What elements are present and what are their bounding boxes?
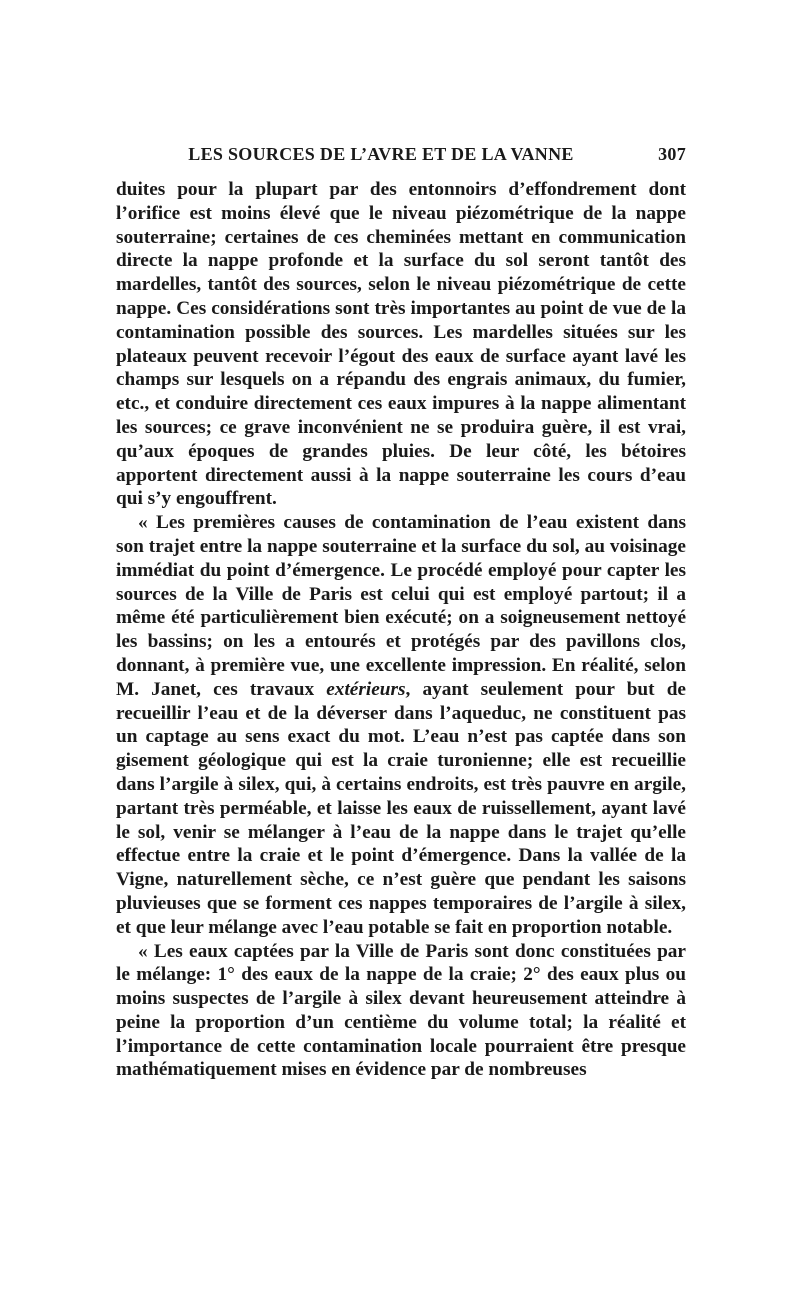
running-header xyxy=(116,144,686,170)
paragraph-3-text: « Les eaux captées par la Ville de Paris sont donc constituées par le mélange: 1° des eaux de la nappe de la craie; 2° des eaux plus ou moins suspectes de l’argile à silex devant heureusement atteindre à peine la proportion d’un centième du volume total; la réalité et l’importance de cette contamination locale pourraient être presque mathématiquement mises en évidence par de nombreuses xyxy=(116,940,686,1081)
italic-term: extérieurs xyxy=(326,678,406,700)
paragraph-2-text-before: « Les premières causes de contamination de l’eau existent dans son trajet entre la nappe souterraine et la surface du sol, au voisinage immédiat du point d’émergence. Le procédé employé pour capter les sources de la Ville de Paris est celui qui est employé partout; il a même été particulièrement bien exécuté; on a soigneusement nettoyé les bassins; on les a entourés et protégés par des pavillons clos, donnant, à première vue, une excellente impression. En réalité, selon M. Janet, ces travaux xyxy=(116,512,686,700)
body-text xyxy=(116,178,686,1082)
paragraph-1 xyxy=(116,178,686,511)
paragraph-2-text-after: , ayant seulement pour but de recueillir l’eau et de la déverser dans l’aqueduc, ne constituent pas un captage au sens exact du mot. L’eau n’est pas captée dans son gisement géologique qui est la craie turonienne; elle est recueillie dans l’argile à silex, qui, à certains endroits, est très pauvre en argile, partant très perméable, et laisse les eaux de ruissellement, ayant lavé le sol, venir se mélanger à l’eau de la nappe dans le trajet qu’elle effectue entre la craie et le point d’émergence. Dans la vallée de la Vigne, naturellement sèche, ce n’est guère que pendant les saisons pluvieuses que se forment ces nappes temporaires de l’argile à silex, et que leur mélange avec l’eau potable se fait en proportion notable. xyxy=(116,678,686,938)
running-title: LES SOURCES DE L’AVRE ET DE LA VANNE xyxy=(188,144,574,164)
paragraph-3 xyxy=(116,940,686,1083)
page-number: 307 xyxy=(658,144,686,164)
paragraph-2 xyxy=(116,511,686,939)
paragraph-1-text: duites pour la plupart par des entonnoirs d’effondrement dont l’orifice est moins élevé que le niveau piézométrique de la nappe souterraine; certaines de ces cheminées mettant en communication directe la nappe profonde et la surface du sol seront tantôt des mardelles, tantôt des sources, selon le niveau piézométrique de cette nappe. Ces considérations sont très importantes au point de vue de la contamination possible des sources. Les mardelles situées sur les plateaux peuvent recevoir l’égout des eaux de surface ayant lavé les champs sur lesquels on a répandu des engrais animaux, du fumier, etc., et conduire directement ces eaux impures à la nappe alimentant les sources; ce grave inconvénient ne se produira guère, il est vrai, qu’aux époques de grandes pluies. De leur côté, les bétoires apportent directement aussi à la nappe souterraine les cours d’eau qui s’y engouffrent. xyxy=(116,179,686,510)
